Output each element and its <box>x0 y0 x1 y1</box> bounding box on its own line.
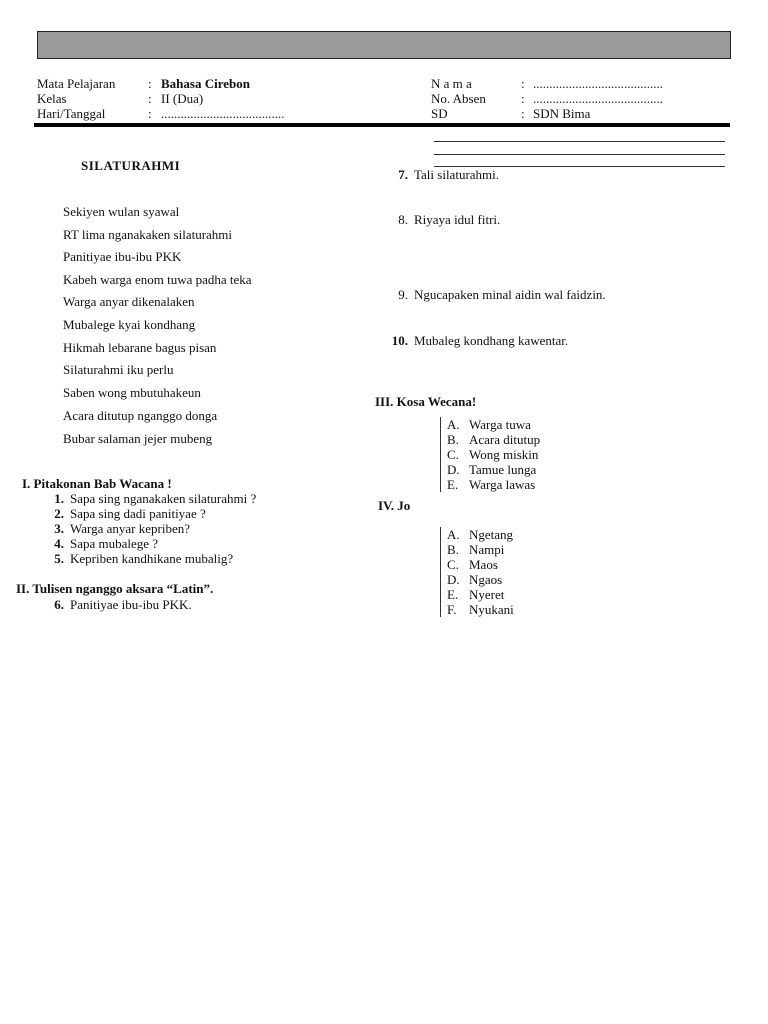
option-item: A. Ngetang <box>447 527 514 542</box>
absen-value: ........................................ <box>533 91 663 106</box>
section-2-title: II. Tulisen nganggo aksara “Latin”. <box>16 581 214 596</box>
poem-line: Silaturahmi iku perlu <box>63 362 174 377</box>
date-value: ...................................... <box>161 106 285 121</box>
poem-line: Mubalege kyai kondhang <box>63 317 196 332</box>
option-item: D. Ngaos <box>447 572 503 587</box>
question-item: 4. Sapa mubalege ? <box>54 536 159 551</box>
question-item: 7. Tali silaturahmi. <box>398 167 500 182</box>
colon: : <box>148 91 152 106</box>
poem-line: Panitiyae ibu-ibu PKK <box>63 249 182 264</box>
name-value: ........................................ <box>533 76 663 91</box>
question-item: 9. Ngucapaken minal aidin wal faidzin. <box>398 287 606 302</box>
option-item: E. Warga lawas <box>447 477 536 492</box>
poem-line: Sekiyen wulan syawal <box>63 204 180 219</box>
section-4-title: IV. Jo <box>378 498 411 513</box>
school-label: SD <box>431 106 448 121</box>
date-label: Hari/Tanggal <box>37 106 106 121</box>
question-item: 5. Kepriben kandhikane mubalig? <box>54 551 234 566</box>
poem-line: Bubar salaman jejer mubeng <box>63 431 213 446</box>
option-item: D. Tamue lunga <box>447 462 537 477</box>
colon: : <box>148 76 152 91</box>
poem-line: Warga anyar dikenalaken <box>63 294 195 309</box>
question-item: 1. Sapa sing nganakaken silaturahmi ? <box>54 491 257 506</box>
poem-line: Acara ditutup nganggo donga <box>63 408 218 423</box>
colon: : <box>148 106 152 121</box>
poem-line: RT lima nganakaken silaturahmi <box>63 227 233 242</box>
title-bar <box>37 31 731 59</box>
school-value: SDN Bima <box>533 106 591 121</box>
colon: : <box>521 76 525 91</box>
option-item: B. Nampi <box>447 542 505 557</box>
name-label: N a m a <box>431 76 472 91</box>
option-item: B. Acara ditutup <box>447 432 541 447</box>
class-label: Kelas <box>37 91 67 106</box>
colon: : <box>521 91 525 106</box>
class-value: II (Dua) <box>161 91 204 106</box>
subject-value: Bahasa Cirebon <box>161 76 250 91</box>
poem-title: SILATURAHMI <box>81 158 181 173</box>
absen-label: No. Absen <box>431 91 486 106</box>
poem-line: Hikmah lebarane bagus pisan <box>63 340 217 355</box>
option-list <box>440 417 540 492</box>
option-item: A. Warga tuwa <box>447 417 531 432</box>
header-divider <box>34 123 730 127</box>
option-item: F. Nyukani <box>447 602 514 617</box>
option-list <box>440 527 514 617</box>
option-item: C. Maos <box>447 557 498 572</box>
answer-line <box>434 141 725 142</box>
answer-line <box>434 154 725 155</box>
question-item: 3. Warga anyar kepriben? <box>54 521 190 536</box>
question-item: 8. Riyaya idul fitri. <box>398 212 501 227</box>
poem-line: Kabeh warga enom tuwa padha teka <box>63 272 252 287</box>
question-item: 2. Sapa sing dadi panitiyae ? <box>54 506 206 521</box>
section-1-title: I. Pitakonan Bab Wacana ! <box>22 476 172 491</box>
subject-label: Mata Pelajaran <box>37 76 116 91</box>
colon: : <box>521 106 525 121</box>
option-item: E. Nyeret <box>447 587 505 602</box>
option-item: C. Wong miskin <box>447 447 539 462</box>
section-3-title: III. Kosa Wecana! <box>375 394 477 409</box>
question-item: 10. Mubaleg kondhang kawentar. <box>391 333 569 348</box>
question-item: 6. Panitiyae ibu-ibu PKK. <box>54 597 192 612</box>
poem-line: Saben wong mbutuhakeun <box>63 385 201 400</box>
